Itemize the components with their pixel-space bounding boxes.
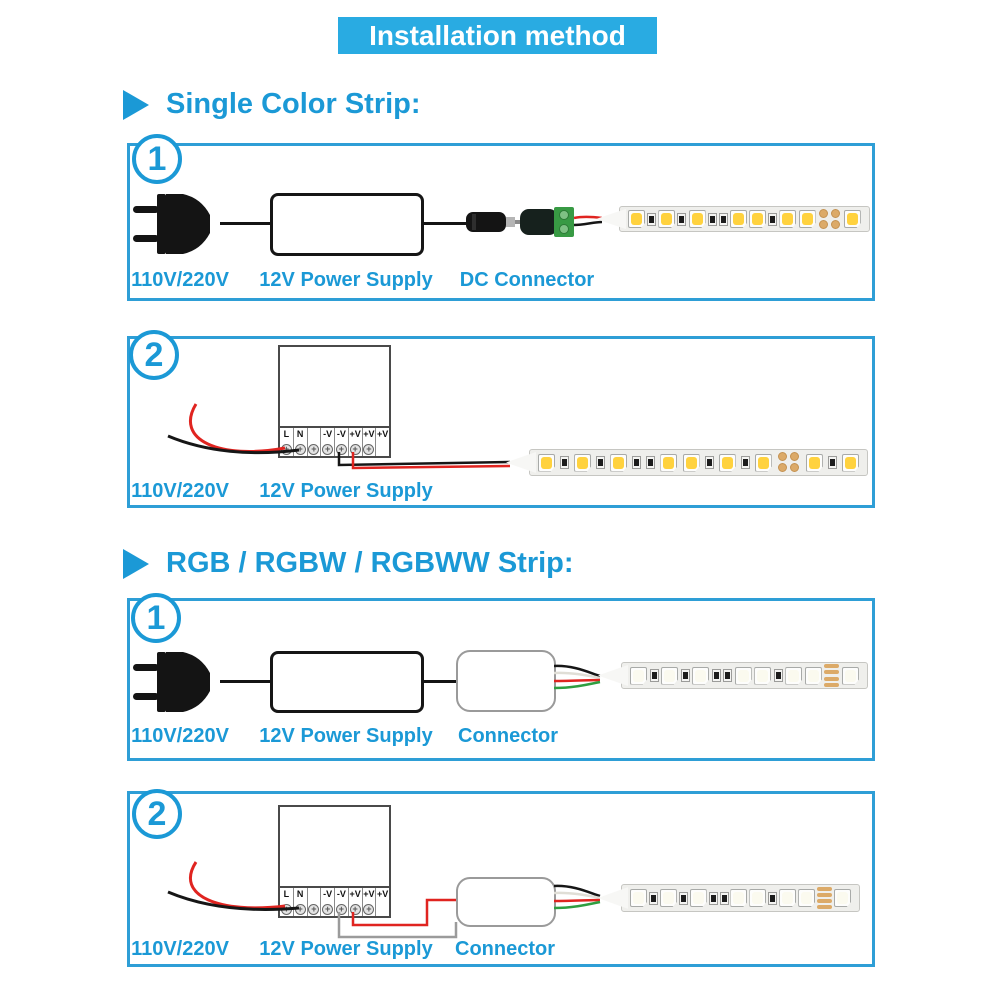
strip-body: [621, 884, 860, 912]
terminal-screw-icon: +: [308, 444, 319, 455]
led-chip: [834, 889, 851, 907]
title-banner: [338, 17, 657, 54]
terminal-screw-icon: +: [322, 444, 333, 455]
resistor: [709, 892, 718, 905]
resistor: [646, 456, 655, 469]
led-chip: [628, 210, 645, 228]
step-badge: [131, 593, 181, 643]
strip-body: [619, 206, 870, 232]
terminal-label: -V: [323, 889, 333, 899]
strip-end-tip: [598, 887, 628, 909]
terminal-screw-icon: +: [350, 904, 361, 915]
power-supply-box: [270, 651, 424, 713]
terminal-label: N: [296, 889, 304, 899]
led-chip: [689, 210, 706, 228]
label-connector: Connector: [458, 725, 558, 747]
strip-end-tip: [596, 209, 626, 229]
terminal-label: -V: [336, 429, 346, 439]
led-chip: [799, 210, 816, 228]
led-chip: [755, 454, 772, 472]
step-badge: [132, 789, 182, 839]
resistor: [768, 892, 777, 905]
terminal-label: +V: [376, 889, 389, 899]
led-strip-rgb: [598, 662, 868, 689]
terminal-screw-icon: +: [295, 444, 306, 455]
label-power-supply: 12V Power Supply: [259, 480, 433, 502]
led-chip: [754, 667, 771, 685]
terminal-screw-icon: +: [336, 444, 347, 455]
terminal-label: N: [296, 429, 304, 439]
led-chip: [785, 667, 802, 685]
terminal-screw-icon: +: [336, 904, 347, 915]
resistor: [720, 892, 729, 905]
rgb-controller-connector: [456, 877, 556, 927]
step-badge: [132, 134, 182, 184]
terminal-screw-icon: +: [281, 904, 292, 915]
led-chip: [690, 889, 707, 907]
solder-pads: [824, 664, 839, 687]
rgb-controller-connector: [456, 650, 556, 712]
label-input-voltage: 110V/220V: [131, 269, 229, 291]
led-chip: [610, 454, 627, 472]
terminal-label: -V: [336, 889, 346, 899]
led-chip: [719, 454, 736, 472]
resistor: [560, 456, 569, 469]
resistor: [712, 669, 721, 682]
led-chip: [630, 667, 647, 685]
led-chip: [574, 454, 591, 472]
resistor: [828, 456, 837, 469]
resistor: [708, 213, 717, 226]
power-plug-icon: [133, 647, 223, 717]
led-chip: [692, 667, 709, 685]
resistor: [768, 213, 777, 226]
rgb-output-wires: [554, 660, 602, 698]
terminal-label: L: [283, 889, 290, 899]
resistor: [596, 456, 605, 469]
solder-pads: [818, 208, 842, 230]
terminal-screw-icon: +: [295, 904, 306, 915]
ac-input-wires: [140, 390, 340, 465]
led-chip: [749, 889, 766, 907]
ac-input-wires: [140, 850, 340, 920]
step-number: 2: [147, 794, 167, 833]
label-power-supply: 12V Power Supply: [259, 269, 433, 291]
label-power-supply: 12V Power Supply: [259, 938, 433, 960]
dc-cord: [422, 222, 466, 225]
led-strip-single-color: [506, 449, 868, 476]
led-chip: [730, 889, 747, 907]
terminal-label: -V: [323, 429, 333, 439]
strip-end-tip: [506, 452, 536, 473]
terminal-screw-icon: +: [350, 444, 361, 455]
page-title: Installation method: [369, 19, 626, 51]
section-arrow-icon: [123, 549, 149, 579]
label-input-voltage: 110V/220V: [131, 938, 229, 960]
led-chip: [806, 454, 823, 472]
terminal-label: L: [283, 429, 290, 439]
terminal-screw-icon: +: [281, 444, 292, 455]
section-arrow-icon: [123, 90, 149, 120]
resistor: [650, 669, 659, 682]
label-dc-connector: DC Connector: [459, 269, 595, 291]
resistor: [705, 456, 714, 469]
resistor: [647, 213, 656, 226]
terminal-label: +V: [349, 429, 361, 439]
label-input-voltage: 110V/220V: [131, 480, 229, 502]
strip-body: [529, 449, 868, 476]
power-cord: [220, 680, 272, 683]
led-strip-rgb: [598, 884, 860, 912]
label-input-voltage: 110V/220V: [131, 725, 229, 747]
led-chip: [661, 667, 678, 685]
led-chip: [842, 454, 859, 472]
terminal-label: +V: [363, 889, 375, 899]
led-chip: [779, 210, 796, 228]
step-number: 1: [146, 598, 166, 637]
led-strip-single-color: [596, 206, 870, 232]
resistor: [679, 892, 688, 905]
resistor: [649, 892, 658, 905]
resistor: [723, 669, 732, 682]
section-heading-rgb: RGB / RGBW / RGBWW Strip:: [166, 547, 574, 579]
power-cord: [220, 222, 272, 225]
led-chip: [730, 210, 747, 228]
led-chip: [683, 454, 700, 472]
led-chip: [630, 889, 647, 907]
resistor: [719, 213, 728, 226]
led-chip: [779, 889, 796, 907]
terminal-screw-icon: +: [363, 444, 374, 455]
label-connector: Connector: [455, 938, 555, 960]
led-chip: [844, 210, 861, 228]
terminal-label: +V: [376, 429, 389, 439]
step-number: 2: [144, 335, 164, 374]
label-power-supply: 12V Power Supply: [259, 725, 433, 747]
section-heading-single-color: Single Color Strip:: [166, 88, 421, 120]
led-chip: [660, 889, 677, 907]
led-chip: [735, 667, 752, 685]
rgb-output-wires: [554, 880, 602, 918]
solder-pads: [777, 452, 801, 474]
led-chip: [798, 889, 815, 907]
terminal-label: +V: [349, 889, 361, 899]
resistor: [632, 456, 641, 469]
step-number: 1: [147, 139, 167, 178]
dc-connector-icon: [462, 200, 602, 244]
dc-cord: [422, 680, 458, 683]
power-plug-icon: [133, 189, 223, 259]
dc-output-wires: [330, 440, 520, 480]
resistor: [677, 213, 686, 226]
terminal-screw-icon: +: [308, 904, 319, 915]
resistor: [681, 669, 690, 682]
resistor: [741, 456, 750, 469]
led-chip: [538, 454, 555, 472]
strip-end-tip: [598, 665, 628, 686]
led-chip: [805, 667, 822, 685]
led-chip: [658, 210, 675, 228]
led-chip: [842, 667, 859, 685]
power-supply-box: [270, 193, 424, 256]
terminal-screw-icon: +: [322, 904, 333, 915]
strip-body: [621, 662, 868, 689]
led-chip: [660, 454, 677, 472]
resistor: [774, 669, 783, 682]
terminal-label: +V: [363, 429, 375, 439]
led-chip: [749, 210, 766, 228]
terminal-screw-icon: +: [363, 904, 374, 915]
step-badge: [129, 330, 179, 380]
solder-pads: [817, 887, 832, 910]
